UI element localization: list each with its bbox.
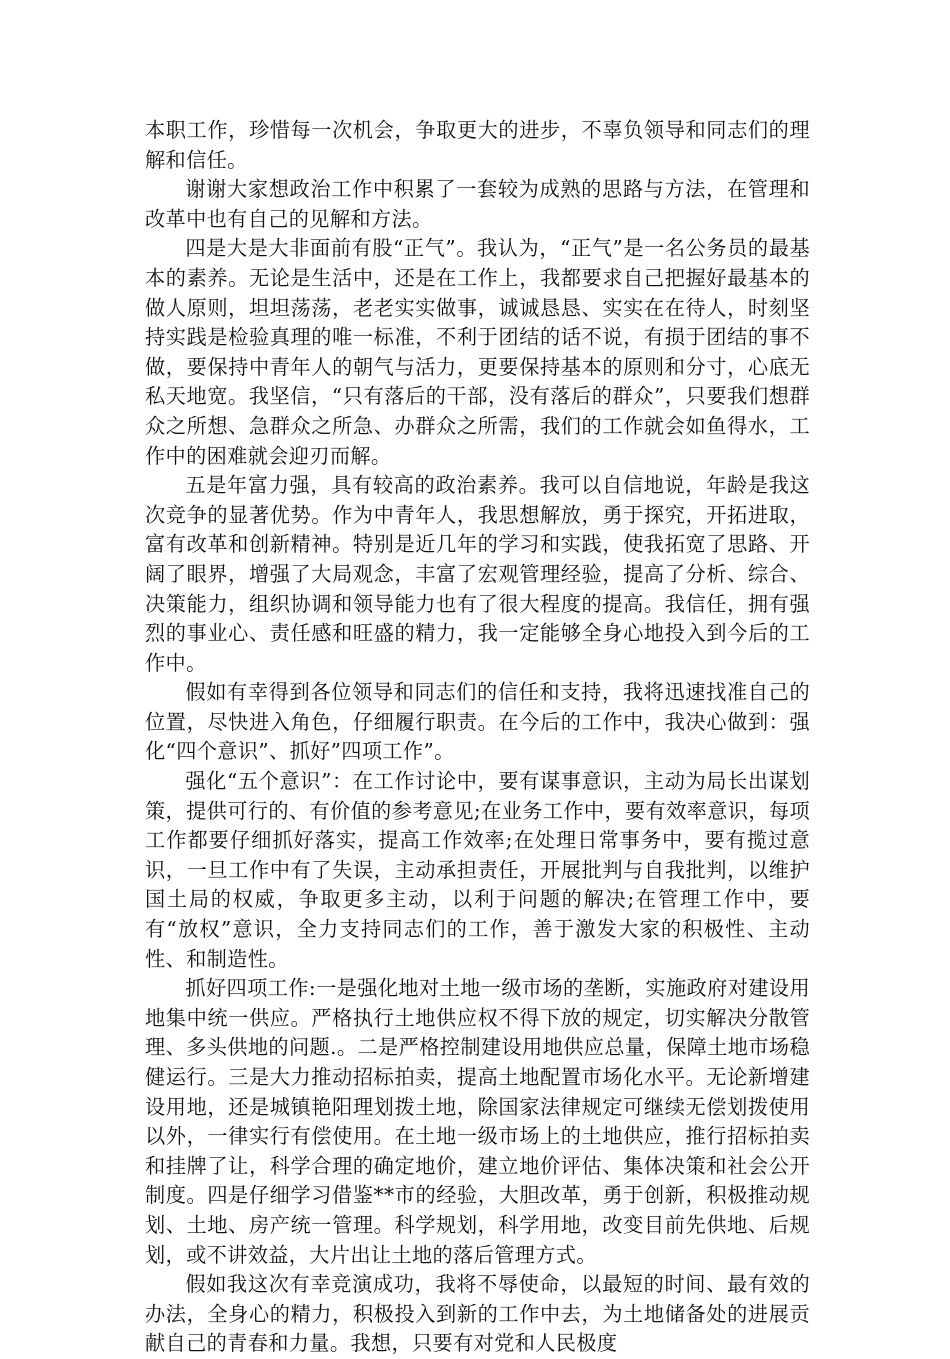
paragraph: 五是年富力强，具有较高的政治素养。我可以自信地说，年龄是我这次竞争的显著优势。作为中青年人，我思想解放，勇于探究，开拓进取，富有改革和创新精神。特别是近几年的学习和实践，使我拓宽了思路、开阔了眼界，增强了大局观念，丰富了宏观管理经验，提高了分析、综合、决策能力，组织协调和领导能力也有了很大程度的提高。我信任，拥有强烈的事业心、责任感和旺盛的精力，我一定能够全身心地投入到今后的工作中。 [145,473,810,675]
paragraph: 抓好四项工作:一是强化地对土地一级市场的垄断，实施政府对建设用地集中统一供应。严格执行土地供应权不得下放的规定，切实解决分散管理、多头供地的问题.。二是严格控制建设用地供应总量，保障土地市场稳健运行。三是大力推动招标拍卖，提高土地配置市场化水平。无论新增建设用地，还是城镇艳阳理划拨土地，除国家法律规定可继续无偿划拨使用以外，一律实行有偿使用。在土地一级市场上的土地供应，推行招标拍卖和挂牌了让，科学合理的确定地价，建立地价评估、集体决策和社会公开制度。四是仔细学习借鉴**市的经验，大胆改革，勇于创新，积极推动规划、土地、房产统一管理。科学规划，科学用地，改变目前先供地、后规划，或不讲效益，大片出让土地的落后管理方式。 [145,976,810,1267]
paragraph: 四是大是大非面前有股“正气”。我认为，“正气”是一名公务员的最基本的素养。无论是生活中，还是在工作上，我都要求自己把握好最基本的做人原则，坦坦荡荡，老老实实做事，诚诚恳恳、实实在在待人，时刻坚持实践是检验真理的唯一标准，不利于团结的话不说，有损于团结的事不做，要保持中青年人的朝气与活力，更要保持基本的原则和分寸，心底无私天地宽。我坚信，“只有落后的干部，没有落后的群众”，只要我们想群众之所想、急群众之所急、办群众之所需，我们的工作就会如鱼得水，工作中的困难就会迎刃而解。 [145,236,810,468]
paragraph: 本职工作，珍惜每一次机会，争取更大的进步，不辜负领导和同志们的理解和信任。 [145,118,810,172]
paragraph: 强化“五个意识”：在工作讨论中，要有谋事意识，主动为局长出谋划策，提供可行的、有价值的参考意见;在业务工作中，要有效率意识，每项工作都要仔细抓好落实，提高工作效率;在处理日常事务中，要有揽过意识，一旦工作中有了失误，主动承担责任，开展批判与自我批判，以维护国土局的权威，争取更多主动，以利于问题的解决;在管理工作中，要有“放权”意识，全力支持同志们的工作，善于激发大家的积极性、主动性、和制造性。 [145,769,810,971]
document-page [145,116,810,1359]
paragraph: 假如有幸得到各位领导和同志们的信任和支持，我将迅速找准自己的位置，尽快进入角色，仔细履行职责。在今后的工作中，我决心做到：强化“四个意识”、抓好”四项工作”。 [145,680,810,764]
paragraph: 假如我这次有幸竞演成功，我将不辱使命，以最短的时间、最有效的办法，全身心的精力，积极投入到新的工作中去，为土地储备处的进展贡献自己的青春和力量。我想，只要有对党和人民极度 [145,1272,810,1356]
paragraph: 谢谢大家想政治工作中积累了一套较为成熟的思路与方法，在管理和改革中也有自己的见解和方法。 [145,177,810,231]
